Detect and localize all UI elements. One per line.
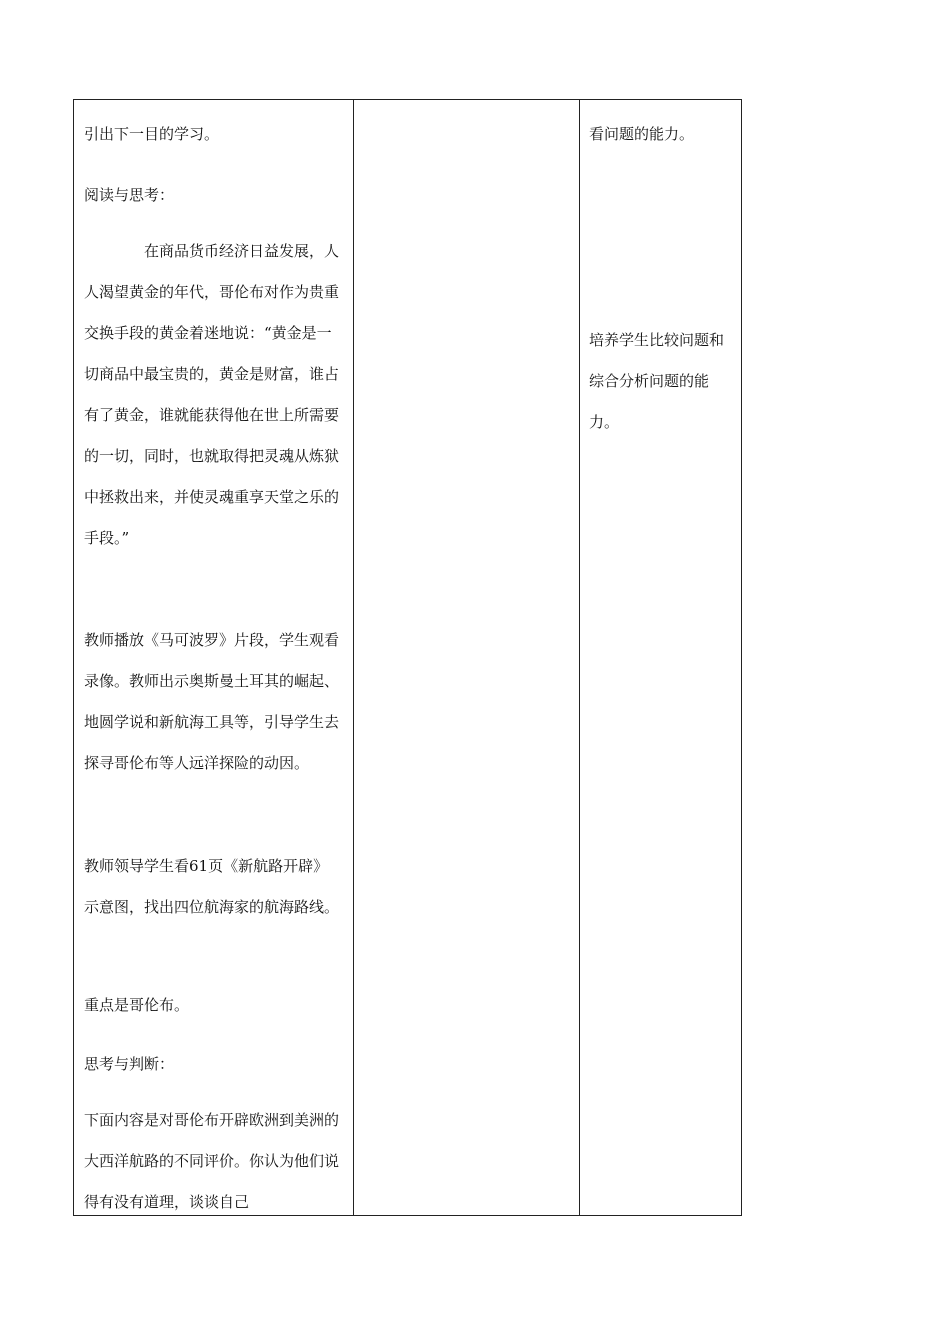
paragraph-intro: 引出下一目的学习。: [84, 125, 220, 143]
paragraph-map-routes: 教师领导学生看61页《新航路开辟》示意图，找出四位航海家的航海路线。: [84, 857, 340, 916]
design-intent-column: [580, 100, 741, 1215]
teaching-content-column: [74, 100, 354, 1215]
paragraph-columbus-quote: 在商品货币经济日益发展，人人渴望黄金的年代，哥伦布对作为贵重交换手段的黄金着迷地说：“黄金是一切商品中最宝贵的，黄金是财富，谁占有了黄金，谁就能获得他在世上所需要的一切，同时，也就取得把灵魂从炼狱中拯救出来，并使灵魂重享天堂之乐的手段。”: [84, 242, 340, 547]
heading-thinking-judging: 思考与判断：: [84, 1055, 175, 1073]
paragraph-marco-polo: 教师播放《马可波罗》片段，学生观看录像。教师出示奥斯曼土耳其的崛起、地圆学说和新航海工具等，引导学生去探寻哥伦布等人远洋探险的动因。: [84, 631, 340, 772]
intent-ability-view: 看问题的能力。: [589, 125, 695, 143]
paragraph-evaluations: 下面内容是对哥伦布开辟欧洲到美洲的大西洋航路的不同评价。你认为他们说得有没有道理，谈谈自己: [84, 1111, 340, 1211]
student-activity-column: [354, 100, 580, 1215]
intent-compare-analyze: 培养学生比较问题和综合分析问题的能力。: [589, 331, 725, 431]
heading-reading-thinking: 阅读与思考：: [84, 186, 175, 204]
lesson-table: [73, 99, 742, 1216]
paragraph-key-point: 重点是哥伦布。: [84, 996, 190, 1014]
